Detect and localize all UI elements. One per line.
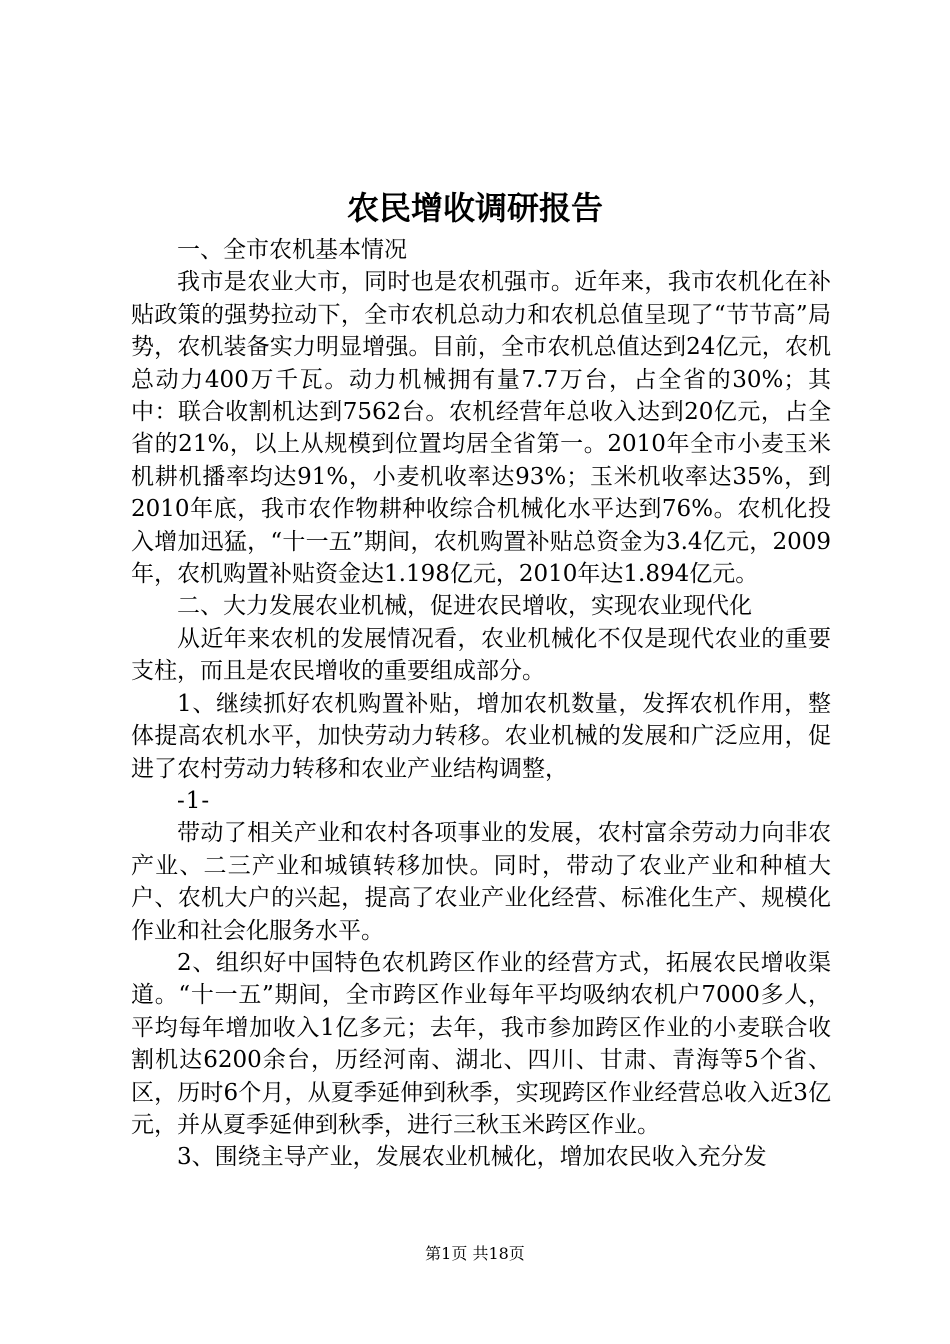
document-title: 农民增收调研报告 (346, 189, 603, 227)
body-paragraph: 我市是农业大市，同时也是农机强市。近年来，我市农机化在补贴政策的强势拉动下，全市农机总动力和农机总值呈现了“节节高”局势，农机装备实力明显增强。目前，全市农机总值达到24亿元，农机总动力400万千瓦。动力机械拥有量7.7万台，占全省的30%；其中：联合收割机达到7562台。农机经营年总收入达到20亿元，占全省的21%，以上从规模到位置均居全省第一。2010年全市小麦玉米机耕机播率均达91%，小麦机收率达93%；玉米机收率达35%，到2010年底，我市农作物耕种收综合机械化水平达到76%。农机化投入增加迅猛，“十一五”期间，农机购置补贴总资金为3.4亿元，2009年，农机购置补贴资金达1.198亿元，2010年达1.894亿元。 (131, 269, 831, 588)
body-paragraph: 带动了相关产业和农村各项事业的发展，农村富余劳动力向非农产业、二三产业和城镇转移加快。同时，带动了农业产业和种植大户、农机大户的兴起，提高了农业产业化经营、标准化生产、规模化作业和社会化服务水平。 (131, 820, 831, 944)
body-paragraph: 从近年来农机的发展情况看，农业机械化不仅是现代农业的重要支柱，而且是农民增收的重要组成部分。 (131, 625, 831, 685)
body-paragraph: 1、继续抓好农机购置补贴，增加农机数量，发挥农机作用，整体提高农机水平，加快劳动力转移。农业机械的发展和广泛应用，促进了农村劳动力转移和农业产业结构调整， (131, 690, 831, 782)
document-body (131, 234, 831, 1174)
page-footer: 第1页 共18页 (425, 1244, 525, 1263)
section-heading-2: 二、大力发展农业机械，促进农民增收，实现农业现代化 (177, 593, 752, 620)
body-paragraph: 3、围绕主导产业，发展农业机械化，增加农民收入充分发 (177, 1144, 767, 1171)
body-paragraph: 2、组织好中国特色农机跨区作业的经营方式，拓展农民增收渠道。“十一五”期间，全市跨区作业每年平均吸纳农机户7000多人，平均每年增加收入1亿多元；去年，我市参加跨区作业的小麦联合收割机达6200余台，历经河南、湖北、四川、甘肃、青海等5个省、区，历时6个月，从夏季延伸到秋季，实现跨区作业经营总收入近3亿元，并从夏季延伸到秋季，进行三秋玉米跨区作业。 (131, 949, 831, 1138)
inline-page-number: -1- (177, 787, 211, 814)
section-heading-1: 一、全市农机基本情况 (177, 237, 407, 263)
